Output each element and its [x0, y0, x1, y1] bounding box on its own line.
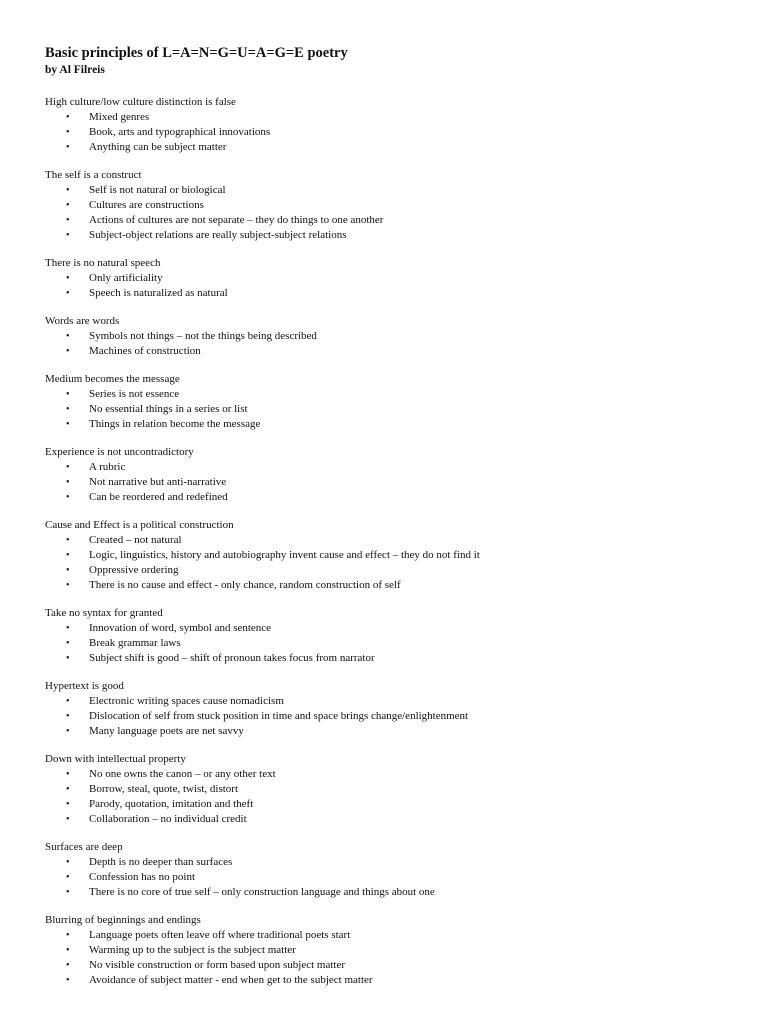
list-item-text: Language poets often leave off where traditional poets start — [89, 929, 351, 941]
list-item — [45, 621, 745, 636]
bullet-icon: • — [66, 273, 70, 284]
list-item — [45, 958, 745, 973]
bullet-icon: • — [66, 185, 70, 196]
list-item — [45, 767, 745, 782]
list-item — [45, 885, 745, 900]
bullet-list — [45, 533, 745, 593]
bullet-icon: • — [66, 550, 70, 561]
list-item-text: Cultures are constructions — [89, 199, 204, 211]
bullet-icon: • — [66, 887, 70, 898]
bullet-icon: • — [66, 288, 70, 299]
bullet-icon: • — [66, 346, 70, 357]
list-item — [45, 402, 745, 417]
list-item — [45, 855, 745, 870]
list-item — [45, 533, 745, 548]
list-item — [45, 563, 745, 578]
list-item-text: Many language poets are net savvy — [89, 725, 244, 737]
bullet-icon: • — [66, 975, 70, 986]
bullet-icon: • — [66, 623, 70, 634]
section — [45, 518, 745, 593]
bullet-icon: • — [66, 230, 70, 241]
list-item-text: Depth is no deeper than surfaces — [89, 856, 233, 868]
list-item — [45, 694, 745, 709]
bullet-icon: • — [66, 711, 70, 722]
list-item — [45, 475, 745, 490]
section-heading: Blurring of beginnings and endings — [45, 914, 201, 926]
bullet-icon: • — [66, 200, 70, 211]
section-heading: Hypertext is good — [45, 680, 124, 692]
list-item — [45, 709, 745, 724]
section-heading: The self is a construct — [45, 169, 142, 181]
list-item — [45, 183, 745, 198]
bullet-icon: • — [66, 127, 70, 138]
list-item — [45, 548, 745, 563]
list-item-text: No visible construction or form based upon subject matter — [89, 959, 345, 971]
bullet-icon: • — [66, 653, 70, 664]
list-item — [45, 490, 745, 505]
section-heading: Surfaces are deep — [45, 841, 123, 853]
list-item — [45, 782, 745, 797]
bullet-icon: • — [66, 535, 70, 546]
bullet-icon: • — [66, 419, 70, 430]
list-item-text: Series is not essence — [89, 388, 180, 400]
list-item-text: Speech is naturalized as natural — [89, 287, 228, 299]
bullet-icon: • — [66, 814, 70, 825]
list-item — [45, 578, 745, 593]
bullet-icon: • — [66, 492, 70, 503]
bullet-icon: • — [66, 726, 70, 737]
bullet-list — [45, 767, 745, 827]
section — [45, 679, 745, 739]
bullet-icon: • — [66, 799, 70, 810]
bullet-list — [45, 183, 745, 243]
document-title: Basic principles of L=A=N=G=U=A=G=E poetry — [45, 45, 348, 61]
bullet-icon: • — [66, 142, 70, 153]
bullet-list — [45, 460, 745, 505]
list-item — [45, 198, 745, 213]
sections-container — [45, 95, 745, 988]
bullet-icon: • — [66, 331, 70, 342]
bullet-icon: • — [66, 477, 70, 488]
list-item — [45, 460, 745, 475]
list-item — [45, 943, 745, 958]
document-page — [45, 44, 745, 1001]
section — [45, 256, 745, 301]
bullet-icon: • — [66, 769, 70, 780]
bullet-list — [45, 928, 745, 988]
list-item-text: Break grammar laws — [89, 637, 181, 649]
list-item — [45, 228, 745, 243]
bullet-icon: • — [66, 784, 70, 795]
list-item-text: Not narrative but anti-narrative — [89, 476, 227, 488]
list-item-text: A rubric — [89, 461, 126, 473]
bullet-list — [45, 271, 745, 301]
list-item — [45, 973, 745, 988]
list-item-text: No one owns the canon – or any other text — [89, 768, 276, 780]
bullet-icon: • — [66, 960, 70, 971]
list-item-text: Things in relation become the message — [89, 418, 261, 430]
list-item — [45, 870, 745, 885]
bullet-icon: • — [66, 857, 70, 868]
list-item — [45, 724, 745, 739]
list-item-text: Innovation of word, symbol and sentence — [89, 622, 272, 634]
bullet-icon: • — [66, 930, 70, 941]
section — [45, 913, 745, 988]
list-item-text: Machines of construction — [89, 345, 201, 357]
list-item — [45, 387, 745, 402]
list-item — [45, 651, 745, 666]
list-item-text: Electronic writing spaces cause nomadicism — [89, 695, 284, 707]
list-item — [45, 636, 745, 651]
section-heading: Take no syntax for granted — [45, 607, 163, 619]
bullet-list — [45, 855, 745, 900]
list-item-text: There is no core of true self – only construction language and things about one — [89, 886, 435, 898]
bullet-icon: • — [66, 696, 70, 707]
document-author: by Al Filreis — [45, 64, 105, 76]
bullet-list — [45, 110, 745, 155]
list-item-text: Parody, quotation, imitation and theft — [89, 798, 254, 810]
list-item-text: Self is not natural or biological — [89, 184, 226, 196]
list-item-text: Mixed genres — [89, 111, 150, 123]
section-heading: There is no natural speech — [45, 257, 161, 269]
section — [45, 95, 745, 155]
bullet-icon: • — [66, 404, 70, 415]
section-heading: Cause and Effect is a political construction — [45, 519, 234, 531]
section-heading: High culture/low culture distinction is false — [45, 96, 236, 108]
section-heading: Experience is not uncontradictory — [45, 446, 194, 458]
list-item — [45, 928, 745, 943]
bullet-list — [45, 694, 745, 739]
section — [45, 168, 745, 243]
list-item-text: There is no cause and effect - only chance, random construction of self — [89, 579, 401, 591]
bullet-list — [45, 621, 745, 666]
list-item — [45, 271, 745, 286]
list-item-text: Confession has no point — [89, 871, 196, 883]
bullet-icon: • — [66, 462, 70, 473]
section — [45, 752, 745, 827]
list-item-text: Book, arts and typographical innovations — [89, 126, 271, 138]
section-heading: Down with intellectual property — [45, 753, 186, 765]
section — [45, 372, 745, 432]
bullet-list — [45, 387, 745, 432]
section — [45, 314, 745, 359]
list-item-text: Created – not natural — [89, 534, 182, 546]
list-item-text: Dislocation of self from stuck position in time and space brings change/enlightenment — [89, 710, 469, 722]
bullet-list — [45, 329, 745, 359]
list-item-text: Collaboration – no individual credit — [89, 813, 247, 825]
bullet-icon: • — [66, 638, 70, 649]
list-item — [45, 417, 745, 432]
list-item — [45, 812, 745, 827]
list-item-text: Symbols not things – not the things being described — [89, 330, 317, 342]
list-item-text: Logic, linguistics, history and autobiography invent cause and effect – they do not find it — [89, 549, 480, 561]
section — [45, 445, 745, 505]
bullet-icon: • — [66, 945, 70, 956]
section-heading: Words are words — [45, 315, 120, 327]
list-item-text: Anything can be subject matter — [89, 141, 227, 153]
list-item-text: Actions of cultures are not separate – they do things to one another — [89, 214, 384, 226]
list-item — [45, 344, 745, 359]
bullet-icon: • — [66, 565, 70, 576]
bullet-icon: • — [66, 872, 70, 883]
list-item — [45, 125, 745, 140]
list-item-text: Subject-object relations are really subject-subject relations — [89, 229, 347, 241]
list-item — [45, 329, 745, 344]
section — [45, 840, 745, 900]
list-item — [45, 286, 745, 301]
list-item-text: Only artificiality — [89, 272, 163, 284]
list-item-text: Avoidance of subject matter - end when get to the subject matter — [89, 974, 373, 986]
list-item-text: Borrow, steal, quote, twist, distort — [89, 783, 238, 795]
list-item-text: Can be reordered and redefined — [89, 491, 228, 503]
list-item — [45, 110, 745, 125]
section — [45, 606, 745, 666]
list-item — [45, 213, 745, 228]
list-item-text: Subject shift is good – shift of pronoun takes focus from narrator — [89, 652, 375, 664]
list-item-text: Oppressive ordering — [89, 564, 179, 576]
bullet-icon: • — [66, 215, 70, 226]
section-heading: Medium becomes the message — [45, 373, 180, 385]
list-item — [45, 140, 745, 155]
list-item-text: No essential things in a series or list — [89, 403, 248, 415]
list-item — [45, 797, 745, 812]
bullet-icon: • — [66, 580, 70, 591]
list-item-text: Warming up to the subject is the subject matter — [89, 944, 296, 956]
bullet-icon: • — [66, 389, 70, 400]
bullet-icon: • — [66, 112, 70, 123]
